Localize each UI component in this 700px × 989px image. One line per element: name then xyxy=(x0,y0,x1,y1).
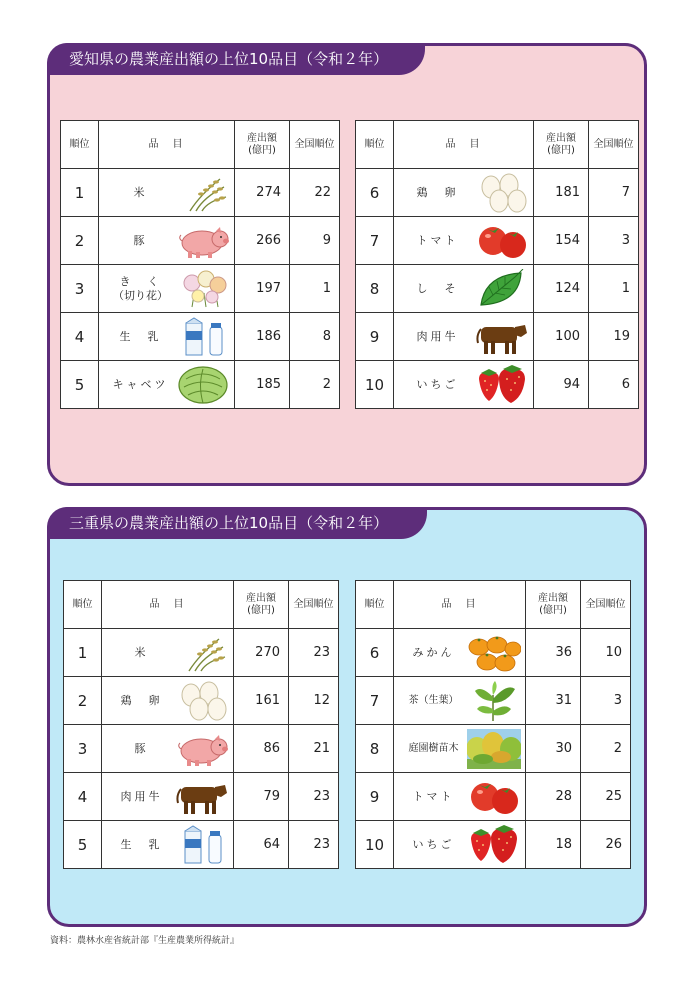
item-cell xyxy=(394,773,526,821)
pig-icon xyxy=(175,729,229,769)
rank-cell: 1 xyxy=(61,169,99,217)
amount-header-unit: (億円) xyxy=(547,144,575,156)
amount-cell: 266 xyxy=(235,217,290,265)
pig-icon xyxy=(176,221,230,261)
item-name xyxy=(400,378,475,392)
amount-cell: 161 xyxy=(234,677,289,725)
amount-cell: 181 xyxy=(534,169,589,217)
national-rank-header: 全国順位 xyxy=(289,581,339,629)
item-name-line: 米 xyxy=(133,185,148,199)
rank-cell: 6 xyxy=(356,169,394,217)
header-row xyxy=(61,121,340,169)
header-row xyxy=(356,581,631,629)
item-name xyxy=(108,694,175,708)
amount-header xyxy=(234,581,289,629)
item-cell-content xyxy=(394,365,533,405)
milk-icon xyxy=(176,317,230,357)
mandarin-icon xyxy=(467,633,521,673)
item-cell-content xyxy=(394,221,533,261)
item-cell xyxy=(394,265,534,313)
rank-header: 順位 xyxy=(356,581,394,629)
item-name-line: 肉用牛 xyxy=(120,789,163,803)
item-cell xyxy=(394,677,526,725)
item-name-line: キャベツ xyxy=(112,377,169,391)
amount-header-unit: (億円) xyxy=(248,144,276,156)
item-cell xyxy=(394,361,534,409)
rank-cell: 9 xyxy=(356,773,394,821)
amount-header-unit: (億円) xyxy=(247,604,275,616)
amount-cell: 274 xyxy=(235,169,290,217)
mie-table-left xyxy=(63,580,339,869)
item-name-line: 鶏 卵 xyxy=(120,693,163,707)
item-cell xyxy=(394,313,534,361)
milk-icon xyxy=(175,825,229,865)
item-name-line: 肉用牛 xyxy=(416,329,459,343)
item-name-line: 豚 xyxy=(133,233,148,247)
rank-cell: 7 xyxy=(356,217,394,265)
item-name xyxy=(108,838,175,852)
item-cell xyxy=(102,725,234,773)
national-rank-cell: 19 xyxy=(589,313,639,361)
item-name xyxy=(400,694,467,708)
national-rank-cell: 25 xyxy=(581,773,631,821)
item-cell-content xyxy=(102,777,233,817)
table-row xyxy=(61,217,340,265)
item-name xyxy=(108,646,175,660)
item-header: 品 目 xyxy=(102,581,234,629)
amount-header-label: 産出額 xyxy=(546,132,576,144)
amount-cell: 186 xyxy=(235,313,290,361)
item-cell-content xyxy=(394,269,533,309)
amount-cell: 30 xyxy=(526,725,581,773)
mie-title: 三重県の農業産出額の上位10品目（令和２年） xyxy=(47,507,427,539)
rank-cell: 5 xyxy=(64,821,102,869)
rank-cell: 6 xyxy=(356,629,394,677)
item-cell xyxy=(102,629,234,677)
item-name-line: いちご xyxy=(412,837,455,851)
item-cell xyxy=(102,677,234,725)
rank-header: 順位 xyxy=(61,121,99,169)
shiso-leaf-icon xyxy=(475,269,529,309)
header-row xyxy=(356,121,639,169)
national-rank-header: 全国順位 xyxy=(589,121,639,169)
amount-header xyxy=(235,121,290,169)
amount-cell: 18 xyxy=(526,821,581,869)
rank-cell: 2 xyxy=(61,217,99,265)
item-cell-content xyxy=(394,729,525,769)
table-row xyxy=(356,629,631,677)
national-rank-cell: 1 xyxy=(589,265,639,313)
rice-icon xyxy=(175,633,229,673)
rank-cell: 3 xyxy=(61,265,99,313)
item-cell-content xyxy=(99,317,234,357)
national-rank-cell: 12 xyxy=(289,677,339,725)
item-cell xyxy=(394,217,534,265)
strawberry-icon xyxy=(467,825,521,865)
item-cell xyxy=(99,217,235,265)
table-row xyxy=(356,725,631,773)
item-name xyxy=(400,838,467,852)
national-rank-cell: 9 xyxy=(290,217,340,265)
national-rank-cell: 6 xyxy=(589,361,639,409)
mie-table-right xyxy=(355,580,631,869)
amount-cell: 79 xyxy=(234,773,289,821)
item-name-line: トマト xyxy=(416,233,459,247)
item-cell xyxy=(99,313,235,361)
item-name-line: 生 乳 xyxy=(119,329,162,343)
national-rank-cell: 3 xyxy=(581,677,631,725)
aichi-table-right xyxy=(355,120,639,409)
item-name xyxy=(108,790,175,804)
rank-cell: 2 xyxy=(64,677,102,725)
item-cell xyxy=(99,361,235,409)
amount-header-unit: (億円) xyxy=(539,604,567,616)
amount-cell: 124 xyxy=(534,265,589,313)
item-header: 品 目 xyxy=(99,121,235,169)
item-cell-content xyxy=(102,825,233,865)
item-name xyxy=(400,186,475,200)
item-name xyxy=(105,378,176,392)
table-row xyxy=(61,361,340,409)
cow-icon xyxy=(475,317,529,357)
amount-cell: 197 xyxy=(235,265,290,313)
amount-cell: 94 xyxy=(534,361,589,409)
amount-cell: 100 xyxy=(534,313,589,361)
rank-cell: 9 xyxy=(356,313,394,361)
rank-cell: 10 xyxy=(356,361,394,409)
item-name xyxy=(400,282,475,296)
item-name-line: し そ xyxy=(416,281,459,295)
national-rank-cell: 10 xyxy=(581,629,631,677)
item-name xyxy=(105,330,176,344)
item-cell-content xyxy=(99,173,234,213)
item-name-subline: （切り花） xyxy=(113,288,168,302)
national-rank-cell: 22 xyxy=(290,169,340,217)
header-row xyxy=(64,581,339,629)
rank-cell: 1 xyxy=(64,629,102,677)
tea-leaf-icon xyxy=(467,681,521,721)
rank-header: 順位 xyxy=(356,121,394,169)
table-row xyxy=(61,169,340,217)
item-name xyxy=(400,646,467,660)
item-header: 品 目 xyxy=(394,121,534,169)
amount-header xyxy=(534,121,589,169)
table-row xyxy=(64,629,339,677)
chrysanthemum-icon xyxy=(176,269,230,309)
item-cell xyxy=(394,169,534,217)
item-name xyxy=(105,275,176,303)
rice-icon xyxy=(176,173,230,213)
item-name-line: 米 xyxy=(134,645,149,659)
item-name xyxy=(400,330,475,344)
item-name-line: き く xyxy=(119,274,162,288)
item-name-line: いちご xyxy=(416,377,459,391)
item-cell-content xyxy=(394,825,525,865)
amount-header-label: 産出額 xyxy=(247,132,277,144)
table-row xyxy=(356,265,639,313)
amount-cell: 185 xyxy=(235,361,290,409)
item-cell-content xyxy=(394,681,525,721)
rank-cell: 5 xyxy=(61,361,99,409)
amount-cell: 28 xyxy=(526,773,581,821)
national-rank-cell: 23 xyxy=(289,629,339,677)
national-rank-header: 全国順位 xyxy=(581,581,631,629)
item-name-line: 茶（生葉） xyxy=(408,694,459,706)
table-row xyxy=(356,821,631,869)
item-cell-content xyxy=(394,317,533,357)
item-cell-content xyxy=(394,777,525,817)
aichi-table-left xyxy=(60,120,340,409)
amount-header-label: 産出額 xyxy=(538,592,568,604)
national-rank-cell: 7 xyxy=(589,169,639,217)
amount-header xyxy=(526,581,581,629)
item-cell xyxy=(394,821,526,869)
egg-icon xyxy=(475,173,529,213)
item-name xyxy=(105,186,176,200)
strawberry-icon xyxy=(475,365,529,405)
national-rank-cell: 8 xyxy=(290,313,340,361)
table-row xyxy=(356,169,639,217)
table-row xyxy=(64,725,339,773)
amount-cell: 31 xyxy=(526,677,581,725)
item-cell-content xyxy=(102,681,233,721)
item-name xyxy=(400,234,475,248)
item-name-line: トマト xyxy=(412,789,455,803)
item-cell-content xyxy=(99,365,234,405)
national-rank-cell: 23 xyxy=(289,773,339,821)
amount-cell: 64 xyxy=(234,821,289,869)
national-rank-cell: 2 xyxy=(290,361,340,409)
table-row xyxy=(356,217,639,265)
table-row xyxy=(64,773,339,821)
garden-trees-icon xyxy=(467,729,521,769)
rank-cell: 4 xyxy=(64,773,102,821)
amount-cell: 36 xyxy=(526,629,581,677)
item-cell-content xyxy=(99,221,234,261)
item-cell-content xyxy=(102,633,233,673)
rank-header: 順位 xyxy=(64,581,102,629)
national-rank-header: 全国順位 xyxy=(290,121,340,169)
national-rank-cell: 23 xyxy=(289,821,339,869)
cow-icon xyxy=(175,777,229,817)
item-name xyxy=(400,742,467,756)
item-name-line: 生 乳 xyxy=(120,837,163,851)
item-name xyxy=(400,790,467,804)
table-row xyxy=(356,773,631,821)
item-header: 品 目 xyxy=(394,581,526,629)
national-rank-cell: 26 xyxy=(581,821,631,869)
tomato-icon xyxy=(467,777,521,817)
item-cell xyxy=(394,725,526,773)
item-name-line: みかん xyxy=(412,645,455,659)
rank-cell: 7 xyxy=(356,677,394,725)
item-cell-content xyxy=(102,729,233,769)
amount-cell: 86 xyxy=(234,725,289,773)
aichi-title: 愛知県の農業産出額の上位10品目（令和２年） xyxy=(47,43,425,75)
egg-icon xyxy=(175,681,229,721)
source-note: 資料：農林水産省統計部『生産農業所得統計』 xyxy=(50,936,240,946)
item-name-line: 豚 xyxy=(134,741,149,755)
item-cell xyxy=(102,773,234,821)
item-name-line: 庭園樹苗木 xyxy=(408,742,459,754)
national-rank-cell: 1 xyxy=(290,265,340,313)
national-rank-cell: 21 xyxy=(289,725,339,773)
amount-header-label: 産出額 xyxy=(246,592,276,604)
table-row xyxy=(356,677,631,725)
cabbage-icon xyxy=(176,365,230,405)
national-rank-cell: 3 xyxy=(589,217,639,265)
tomato-icon xyxy=(475,221,529,261)
item-name xyxy=(108,742,175,756)
rank-cell: 3 xyxy=(64,725,102,773)
table-row xyxy=(61,265,340,313)
item-cell-content xyxy=(394,633,525,673)
item-cell xyxy=(102,821,234,869)
rank-cell: 4 xyxy=(61,313,99,361)
amount-cell: 154 xyxy=(534,217,589,265)
national-rank-cell: 2 xyxy=(581,725,631,773)
amount-cell: 270 xyxy=(234,629,289,677)
item-name-line: 鶏 卵 xyxy=(416,185,459,199)
item-cell-content xyxy=(99,269,234,309)
item-cell-content xyxy=(394,173,533,213)
table-row xyxy=(356,313,639,361)
table-row xyxy=(64,821,339,869)
rank-cell: 8 xyxy=(356,725,394,773)
table-row xyxy=(64,677,339,725)
item-cell xyxy=(99,169,235,217)
item-name xyxy=(105,234,176,248)
item-cell xyxy=(99,265,235,313)
table-row xyxy=(61,313,340,361)
rank-cell: 10 xyxy=(356,821,394,869)
table-row xyxy=(356,361,639,409)
item-cell xyxy=(394,629,526,677)
rank-cell: 8 xyxy=(356,265,394,313)
